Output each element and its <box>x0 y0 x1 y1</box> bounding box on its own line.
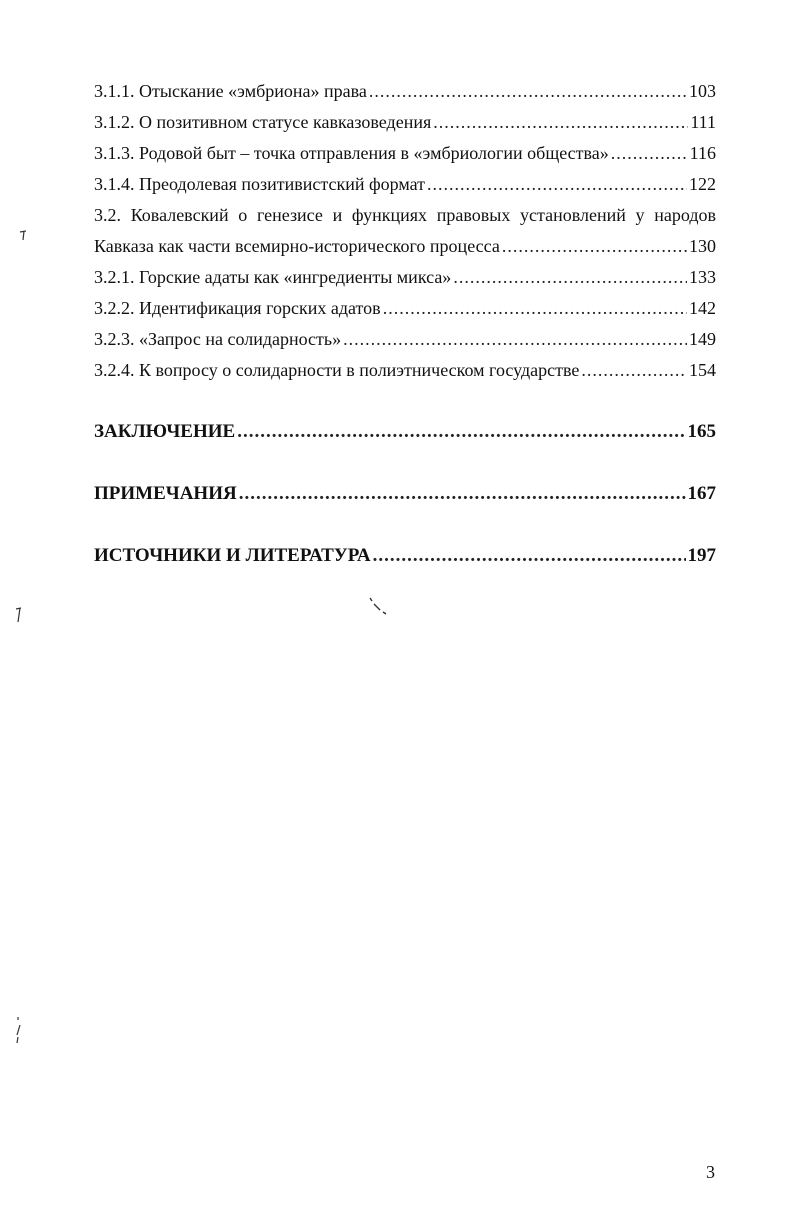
dot-leader <box>433 107 688 138</box>
toc-entry-page: 130 <box>689 236 716 256</box>
toc-entry-page: 133 <box>689 267 716 287</box>
dot-leader <box>502 231 687 262</box>
toc-chapter-title: ИСТОЧНИКИ И ЛИТЕРАТУРА <box>94 545 371 566</box>
dot-leader <box>369 76 687 107</box>
dot-leader <box>383 293 687 324</box>
toc-entry <box>94 169 716 200</box>
toc-entry-line1 <box>94 200 716 231</box>
toc-entry <box>94 355 716 386</box>
toc-chapter-title: ЗАКЛЮЧЕНИЕ <box>94 421 236 442</box>
toc-chapter-page: 167 <box>687 483 716 504</box>
toc-entry-page: 154 <box>689 360 716 380</box>
toc-entry-title: 3.2.2. Идентификация горских адатов <box>94 298 381 318</box>
scan-mark <box>18 228 28 242</box>
toc-entry-title: 3.2.4. К вопросу о солидарности в полиэтническом государстве <box>94 360 580 380</box>
dot-leader <box>581 355 687 386</box>
dot-leader <box>427 169 687 200</box>
toc-entry-title: Кавказа как части всемирно-исторического процесса <box>94 236 500 256</box>
toc-entry <box>94 107 716 138</box>
toc-entry-title: 3.2.3. «Запрос на солидарность» <box>94 329 342 349</box>
toc-chapter <box>94 525 716 587</box>
dot-leader <box>237 401 685 463</box>
toc-entry-page: 111 <box>690 112 716 132</box>
dot-leader <box>239 463 686 525</box>
toc-chapter <box>94 401 716 463</box>
scan-mark <box>368 595 390 617</box>
table-of-contents <box>94 76 716 587</box>
toc-entry-title: 3.2. Ковалевский о генезисе и функциях правовых установлений у народов <box>94 205 716 225</box>
toc-entry-page: 149 <box>689 329 716 349</box>
toc-entry-title: 3.1.1. Отыскание «эмбриона» права <box>94 81 367 101</box>
toc-entry-page: 122 <box>689 174 716 194</box>
toc-chapter-page: 165 <box>687 421 716 442</box>
toc-entry-title: 3.1.2. О позитивном статусе кавказоведения <box>94 112 432 132</box>
toc-entry-title: 3.2.1. Горские адаты как «ингредиенты микса» <box>94 267 452 287</box>
toc-entry-title: 3.1.3. Родовой быт – точка отправления в «эмбриологии общества» <box>94 143 609 163</box>
toc-chapter-page: 197 <box>687 545 716 566</box>
page-number: 3 <box>706 1162 715 1182</box>
toc-entry-page: 116 <box>689 143 716 163</box>
toc-entry <box>94 324 716 355</box>
dot-leader <box>611 138 688 169</box>
scan-mark <box>12 1015 24 1045</box>
dot-leader <box>343 324 687 355</box>
toc-chapter-title: ПРИМЕЧАНИЯ <box>94 483 237 504</box>
toc-entry-line2 <box>94 231 716 262</box>
toc-entry <box>94 76 716 107</box>
scan-mark <box>14 606 24 624</box>
toc-entry-page: 142 <box>689 298 716 318</box>
toc-entry <box>94 262 716 293</box>
toc-chapter <box>94 463 716 525</box>
toc-entry-title: 3.1.4. Преодолевая позитивистский формат <box>94 174 426 194</box>
toc-entry-page: 103 <box>689 81 716 101</box>
toc-entry <box>94 293 716 324</box>
toc-entry <box>94 138 716 169</box>
dot-leader <box>453 262 687 293</box>
dot-leader <box>373 525 686 587</box>
